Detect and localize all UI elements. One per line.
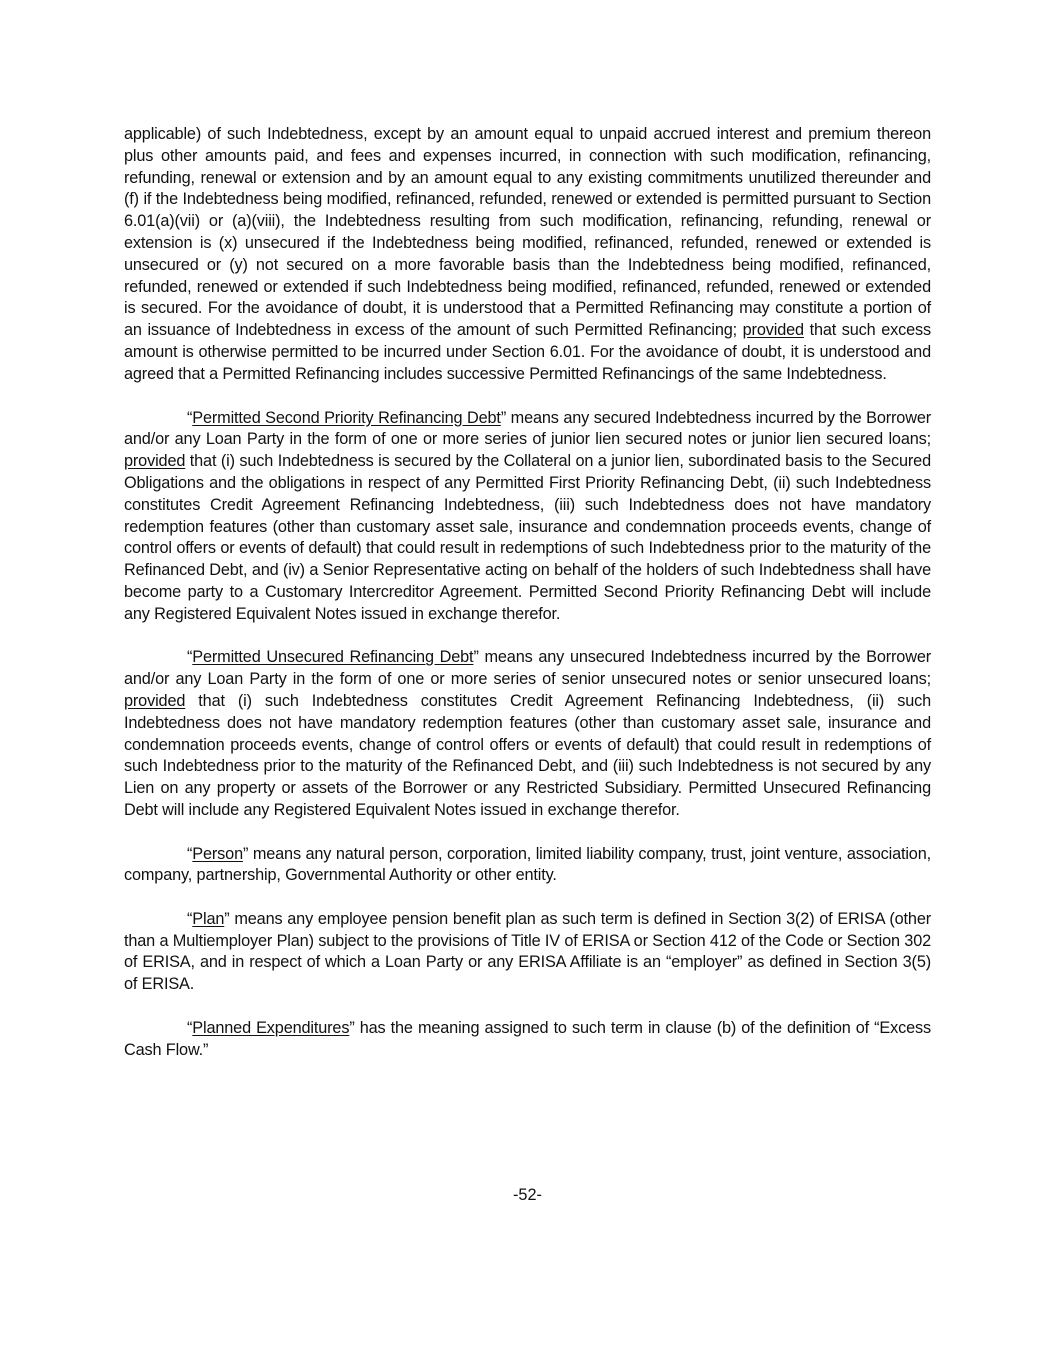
close-quote: ” [500,408,507,427]
paragraph-text: applicable) of such Indebtedness, except by an amount equal to unpaid accrued interest and premium thereon plus other amounts paid, and fees and expenses incurred, in connection with such modification, refinancing, refunding, renewal or extension and by an amount equal to any existing commitments unutilized thereunder and (f) if the Indebtedness being modified, refinanced, refunded, renewed or extended is permitted pursuant to Section 6.01(a)(vii) or (a)(viii), the Indebtedness resulting from such modification, refinancing, refunding, renewal or extension is (x) unsecured if the Indebtedness being modified, refinanced, refunded, renewed or extended is unsecured or (y) not secured on a more favorable basis than the Indebtedness being modified, refinanced, refunded, renewed or extended if such Indebtedness being modified, refinanced, refunded, renewed or extended is secured. For the avoidance of doubt, it is understood that a Permitted Refinancing may constitute a portion of an issuance of Indebtedness in excess of the amount of such Permitted Refinancing; [124,125,931,340]
definition-text: means any employee pension benefit plan as such term is defined in Section 3(2) of ERISA (other than a Multiemployer Plan) subject to the provisions of Title IV of ERISA or Section 412 of the Code or Section 302 of ERISA, and in respect of which a Loan Party or any ERISA Affiliate is an “employer” as defined in Section 3(5) of ERISA. [124,909,931,994]
definition-text: that (i) such Indebtedness is secured by the Collateral on a junior lien, subordinated basis to the Secured Obligations and the obligations in respect of any Permitted First Priority Refinancing Debt, (ii) such Indebtedness constitutes Credit Agreement Refinancing Indebtedness, (iii) such Indebtedness does not have mandatory redemption features (other than customary asset sale, insurance and condemnation proceeds events, change of control offers or events of default) that could result in redemptions of such Indebtedness prior to the maturity of the Refinanced Debt, and (iv) a Senior Representative acting on behalf of the holders of such Indebtedness shall have become party to a Customary Intercreditor Agreement. Permitted Second Priority Refinancing Debt will include any Registered Equivalent Notes issued in exchange therefor. [124,452,931,623]
open-quote: “ [187,408,193,427]
page-number: -52- [513,1186,542,1204]
document-page [124,124,931,1083]
defined-term: Plan [192,909,225,928]
open-quote: “ [187,648,193,667]
defined-term: Person [192,844,243,863]
provided-term: provided [124,452,186,471]
definition-text: means any natural person, corporation, limited liability company, trust, joint venture, association, company, partnership, Governmental Authority or other entity. [124,844,931,885]
definition-person [124,844,931,888]
definition-plan [124,909,931,996]
close-quote: ” [473,648,479,667]
open-quote: “ [187,1018,193,1037]
paragraph-text: that such excess amount is otherwise permitted to be incurred under Section 6.01. For the avoidance of doubt, it is understood and agreed that a Permitted Refinancing includes successive Permitted Refinancings of the same Indebtedness. [124,321,931,383]
definition-permitted-unsecured-refinancing-debt [124,647,931,821]
provided-term: provided [742,321,804,340]
definition-text: means any secured Indebtedness incurred by the Borrower and/or any Loan Party in the form of one or more series of junior lien secured notes or junior lien secured loans; [124,408,932,449]
definition-planned-expenditures [124,1018,931,1062]
close-quote: ” [224,909,230,928]
open-quote: “ [187,844,193,863]
definition-text: that (i) such Indebtedness constitutes Credit Agreement Refinancing Indebtedness, (ii) such Indebtedness does not have mandatory redemption features (other than customary asset sale, insurance and condemnation proceeds events, change of control offers or events of default) that could result in redemptions of such Indebtedness prior to the maturity of the Refinanced Debt, and (iii) such Indebtedness is not secured by any Lien on any property or assets of the Borrower or any Restricted Subsidiary. Permitted Unsecured Refinancing Debt will include any Registered Equivalent Notes issued in exchange therefor. [124,691,931,819]
provided-term: provided [124,691,186,710]
defined-term: Permitted Second Priority Refinancing Debt [192,408,501,427]
defined-term: Permitted Unsecured Refinancing Debt [192,648,474,667]
definition-permitted-second-priority-refinancing-debt [124,408,931,626]
close-quote: ” [242,844,249,863]
paragraph-permitted-refinancing-continued [124,124,931,386]
definition-text: means any unsecured Indebtedness incurred by the Borrower and/or any Loan Party in the form of one or more series of senior unsecured notes or senior unsecured loans; [124,648,931,689]
definition-text: has the meaning assigned to such term in clause (b) of the definition of “Excess Cash Flow.” [124,1018,931,1059]
open-quote: “ [187,909,193,928]
close-quote: ” [349,1018,355,1037]
defined-term: Planned Expenditures [192,1018,350,1037]
